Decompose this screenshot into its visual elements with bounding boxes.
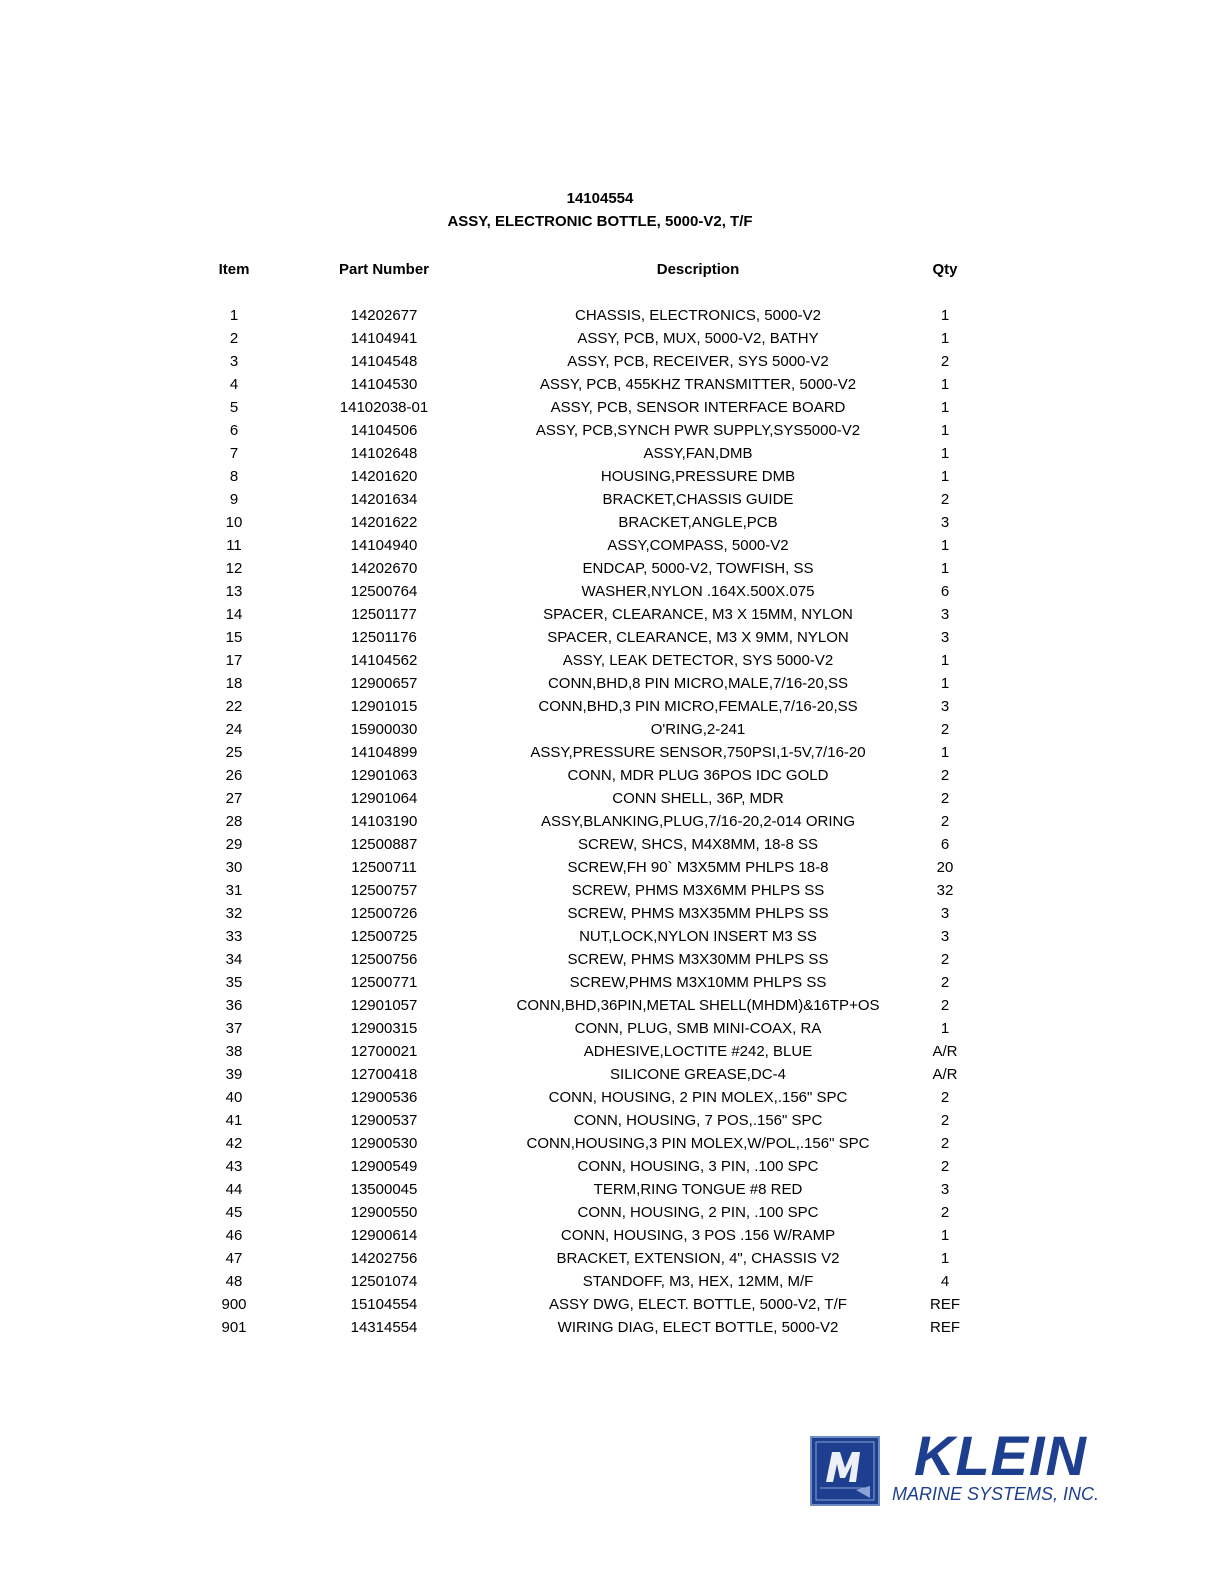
table-row <box>0 396 1224 419</box>
klein-logo <box>810 1424 1110 1508</box>
cell-qty: 1 <box>940 330 950 347</box>
table-row <box>0 465 1224 488</box>
cell-part-number: 12901015 <box>350 698 418 715</box>
cell-item: 25 <box>225 744 243 761</box>
cell-description: SCREW, SHCS, M4X8MM, 18-8 SS <box>577 836 819 853</box>
cell-item: 28 <box>225 813 243 830</box>
table-row <box>0 879 1224 902</box>
bill-of-materials-table <box>0 258 1224 1339</box>
table-row <box>0 810 1224 833</box>
table-row <box>0 350 1224 373</box>
cell-part-number: 14202677 <box>350 307 418 324</box>
cell-part-number: 14102648 <box>350 445 418 462</box>
cell-qty: 6 <box>940 583 950 600</box>
cell-part-number: 12500887 <box>350 836 418 853</box>
cell-description: ASSY DWG, ELECT. BOTTLE, 5000-V2, T/F <box>549 1296 847 1313</box>
cell-part-number: 12501176 <box>351 629 417 646</box>
cell-description: ADHESIVE,LOCTITE #242, BLUE <box>583 1043 813 1060</box>
table-row <box>0 672 1224 695</box>
table-row <box>0 1178 1224 1201</box>
table-row <box>0 1270 1224 1293</box>
cell-description: ASSY,FAN,DMB <box>643 445 753 462</box>
table-header-row <box>0 258 1224 281</box>
cell-item: 8 <box>229 468 239 485</box>
cell-part-number: 12900536 <box>350 1089 418 1106</box>
cell-description: CONN,HOUSING,3 PIN MOLEX,W/POL,.156" SPC <box>526 1135 870 1152</box>
cell-item: 6 <box>229 422 239 439</box>
table-row <box>0 695 1224 718</box>
table-row <box>0 626 1224 649</box>
table-row <box>0 373 1224 396</box>
cell-description: SILICONE GREASE,DC-4 <box>610 1066 786 1083</box>
table-row <box>0 948 1224 971</box>
cell-qty: 1 <box>940 537 950 554</box>
cell-part-number: 12500757 <box>350 882 418 899</box>
cell-item: 45 <box>225 1204 243 1221</box>
cell-qty: 2 <box>940 721 950 738</box>
cell-qty: 2 <box>940 353 950 370</box>
cell-qty: 3 <box>940 606 950 623</box>
table-row <box>0 1017 1224 1040</box>
table-row <box>0 718 1224 741</box>
cell-description: WASHER,NYLON .164X.500X.075 <box>581 583 815 600</box>
cell-item: 39 <box>225 1066 243 1083</box>
cell-description: BRACKET,ANGLE,PCB <box>618 514 778 531</box>
cell-part-number: 14104899 <box>350 744 418 761</box>
cell-qty: 6 <box>940 836 950 853</box>
table-row <box>0 764 1224 787</box>
cell-item: 33 <box>225 928 243 945</box>
table-row <box>0 787 1224 810</box>
cell-part-number: 14104941 <box>350 330 418 347</box>
cell-item: 35 <box>225 974 243 991</box>
cell-description: BRACKET, EXTENSION, 4", CHASSIS V2 <box>556 1250 840 1267</box>
cell-item: 901 <box>221 1319 247 1336</box>
cell-qty: 1 <box>940 422 950 439</box>
cell-part-number: 12500725 <box>350 928 418 945</box>
logo-name: KLEIN <box>914 1424 1087 1487</box>
table-row <box>0 741 1224 764</box>
cell-part-number: 12900550 <box>350 1204 418 1221</box>
cell-qty: 3 <box>940 1181 950 1198</box>
cell-qty: A/R <box>932 1043 958 1060</box>
document-part-number: 14104554 <box>566 190 634 207</box>
table-row <box>0 1293 1224 1316</box>
cell-qty: 4 <box>940 1273 950 1290</box>
cell-item: 3 <box>229 353 239 370</box>
cell-part-number: 14202670 <box>350 560 418 577</box>
cell-qty: 1 <box>940 399 950 416</box>
cell-description: ASSY, PCB, MUX, 5000-V2, BATHY <box>577 330 819 347</box>
table-row <box>0 1247 1224 1270</box>
cell-qty: 1 <box>940 1020 950 1037</box>
cell-part-number: 12700418 <box>350 1066 418 1083</box>
cell-description: STANDOFF, M3, HEX, 12MM, M/F <box>582 1273 814 1290</box>
cell-item: 18 <box>225 675 243 692</box>
cell-part-number: 12500711 <box>351 859 417 876</box>
cell-part-number: 14104940 <box>350 537 418 554</box>
table-row <box>0 1109 1224 1132</box>
cell-item: 5 <box>229 399 239 416</box>
cell-description: TERM,RING TONGUE #8 RED <box>593 1181 803 1198</box>
table-row <box>0 1201 1224 1224</box>
cell-part-number: 12501177 <box>351 606 417 623</box>
cell-part-number: 15104554 <box>350 1296 418 1313</box>
cell-description: CONN,BHD,8 PIN MICRO,MALE,7/16-20,SS <box>547 675 849 692</box>
cell-part-number: 12901057 <box>350 997 418 1014</box>
cell-part-number: 12700021 <box>350 1043 418 1060</box>
cell-item: 32 <box>225 905 243 922</box>
cell-item: 12 <box>225 560 243 577</box>
cell-description: SCREW,FH 90` M3X5MM PHLPS 18-8 <box>567 859 829 876</box>
cell-part-number: 12500771 <box>350 974 418 991</box>
cell-qty: 2 <box>940 951 950 968</box>
cell-part-number: 12501074 <box>350 1273 418 1290</box>
cell-description: ASSY, PCB, 455KHZ TRANSMITTER, 5000-V2 <box>539 376 857 393</box>
cell-description: SCREW, PHMS M3X30MM PHLPS SS <box>567 951 829 968</box>
cell-item: 1 <box>229 307 239 324</box>
cell-qty: A/R <box>932 1066 958 1083</box>
table-row <box>0 304 1224 327</box>
cell-item: 36 <box>225 997 243 1014</box>
cell-part-number: 12901064 <box>350 790 418 807</box>
cell-item: 43 <box>225 1158 243 1175</box>
cell-description: CONN, HOUSING, 2 PIN MOLEX,.156" SPC <box>548 1089 848 1106</box>
table-row <box>0 580 1224 603</box>
cell-item: 22 <box>225 698 243 715</box>
table-row <box>0 603 1224 626</box>
cell-description: NUT,LOCK,NYLON INSERT M3 SS <box>579 928 817 945</box>
cell-description: BRACKET,CHASSIS GUIDE <box>602 491 794 508</box>
cell-part-number: 14201622 <box>350 514 418 531</box>
cell-item: 47 <box>225 1250 243 1267</box>
cell-item: 24 <box>225 721 243 738</box>
cell-item: 9 <box>229 491 239 508</box>
cell-qty: 1 <box>940 445 950 462</box>
cell-description: SPACER, CLEARANCE, M3 X 9MM, NYLON <box>547 629 849 646</box>
cell-part-number: 12500764 <box>350 583 418 600</box>
cell-qty: REF <box>930 1319 960 1336</box>
cell-item: 14 <box>225 606 243 623</box>
cell-qty: 32 <box>936 882 954 899</box>
cell-part-number: 12900315 <box>350 1020 418 1037</box>
cell-part-number: 14104562 <box>350 652 418 669</box>
cell-item: 44 <box>225 1181 243 1198</box>
table-row <box>0 925 1224 948</box>
column-header-description: Description <box>656 261 740 278</box>
cell-part-number: 14314554 <box>350 1319 418 1336</box>
cell-qty: 1 <box>940 560 950 577</box>
column-header-part-number: Part Number <box>338 261 430 278</box>
cell-qty: 2 <box>940 1112 950 1129</box>
table-row <box>0 327 1224 350</box>
cell-description: WIRING DIAG, ELECT BOTTLE, 5000-V2 <box>557 1319 839 1336</box>
cell-item: 900 <box>221 1296 247 1313</box>
cell-item: 15 <box>225 629 243 646</box>
cell-qty: 1 <box>940 307 950 324</box>
cell-description: CHASSIS, ELECTRONICS, 5000-V2 <box>575 307 821 324</box>
cell-item: 48 <box>225 1273 243 1290</box>
cell-qty: 2 <box>940 1135 950 1152</box>
cell-part-number: 12900614 <box>350 1227 418 1244</box>
table-row <box>0 833 1224 856</box>
document-title: ASSY, ELECTRONIC BOTTLE, 5000-V2, T/F <box>447 213 753 230</box>
cell-description: ENDCAP, 5000-V2, TOWFISH, SS <box>582 560 814 577</box>
cell-item: 38 <box>225 1043 243 1060</box>
cell-item: 2 <box>229 330 239 347</box>
cell-qty: 1 <box>940 468 950 485</box>
table-row <box>0 994 1224 1017</box>
cell-description: ASSY,COMPASS, 5000-V2 <box>607 537 789 554</box>
cell-qty: 1 <box>940 1250 950 1267</box>
cell-part-number: 12900530 <box>350 1135 418 1152</box>
cell-description: CONN,BHD,3 PIN MICRO,FEMALE,7/16-20,SS <box>538 698 858 715</box>
table-row <box>0 1224 1224 1247</box>
cell-item: 29 <box>225 836 243 853</box>
cell-part-number: 12900657 <box>350 675 418 692</box>
cell-item: 37 <box>225 1020 243 1037</box>
table-row <box>0 534 1224 557</box>
cell-qty: 20 <box>936 859 954 876</box>
cell-qty: 2 <box>940 974 950 991</box>
cell-part-number: 15900030 <box>350 721 418 738</box>
cell-description: ASSY,PRESSURE SENSOR,750PSI,1-5V,7/16-20 <box>530 744 866 761</box>
cell-description: ASSY, PCB,SYNCH PWR SUPPLY,SYS5000-V2 <box>535 422 861 439</box>
cell-description: HOUSING,PRESSURE DMB <box>600 468 796 485</box>
cell-part-number: 14104530 <box>350 376 418 393</box>
cell-qty: 3 <box>940 698 950 715</box>
klein-emblem-icon <box>810 1436 880 1506</box>
table-row <box>0 442 1224 465</box>
cell-item: 10 <box>225 514 243 531</box>
cell-qty: 2 <box>940 790 950 807</box>
cell-part-number: 14102038-01 <box>339 399 429 416</box>
cell-item: 42 <box>225 1135 243 1152</box>
cell-qty: 2 <box>940 813 950 830</box>
table-row <box>0 1040 1224 1063</box>
cell-part-number: 12900549 <box>350 1158 418 1175</box>
cell-description: CONN, MDR PLUG 36POS IDC GOLD <box>567 767 829 784</box>
cell-qty: 1 <box>940 744 950 761</box>
table-row <box>0 1086 1224 1109</box>
cell-part-number: 14104506 <box>350 422 418 439</box>
cell-part-number: 12901063 <box>350 767 418 784</box>
table-row <box>0 1155 1224 1178</box>
cell-part-number: 12900537 <box>350 1112 418 1129</box>
table-row <box>0 488 1224 511</box>
cell-part-number: 12500756 <box>350 951 418 968</box>
cell-item: 4 <box>229 376 239 393</box>
column-header-item: Item <box>218 261 250 278</box>
cell-qty: 3 <box>940 514 950 531</box>
cell-qty: 3 <box>940 928 950 945</box>
cell-qty: 2 <box>940 767 950 784</box>
cell-qty: 2 <box>940 1158 950 1175</box>
cell-part-number: 14201634 <box>350 491 418 508</box>
cell-description: ASSY,BLANKING,PLUG,7/16-20,2-014 ORING <box>540 813 856 830</box>
table-row <box>0 419 1224 442</box>
cell-part-number: 14103190 <box>350 813 418 830</box>
table-row <box>0 1316 1224 1339</box>
cell-description: CONN, HOUSING, 2 PIN, .100 SPC <box>577 1204 819 1221</box>
cell-qty: 2 <box>940 1204 950 1221</box>
cell-description: SPACER, CLEARANCE, M3 X 15MM, NYLON <box>543 606 853 623</box>
cell-part-number: 14201620 <box>350 468 418 485</box>
column-header-qty: Qty <box>932 261 958 278</box>
cell-item: 11 <box>226 537 242 554</box>
cell-description: O'RING,2-241 <box>650 721 746 738</box>
cell-description: CONN, HOUSING, 7 POS,.156" SPC <box>573 1112 823 1129</box>
cell-item: 30 <box>225 859 243 876</box>
cell-qty: 2 <box>940 997 950 1014</box>
table-row <box>0 856 1224 879</box>
cell-description: CONN SHELL, 36P, MDR <box>612 790 784 807</box>
cell-item: 13 <box>225 583 243 600</box>
table-row <box>0 557 1224 580</box>
table-row <box>0 971 1224 994</box>
cell-item: 7 <box>229 445 239 462</box>
table-row <box>0 649 1224 672</box>
cell-item: 41 <box>225 1112 243 1129</box>
cell-description: CONN,BHD,36PIN,METAL SHELL(MHDM)&16TP+OS <box>516 997 880 1014</box>
table-row <box>0 511 1224 534</box>
cell-qty: 1 <box>940 675 950 692</box>
cell-part-number: 13500045 <box>350 1181 418 1198</box>
cell-part-number: 12500726 <box>350 905 418 922</box>
cell-description: SCREW, PHMS M3X35MM PHLPS SS <box>567 905 829 922</box>
cell-qty: REF <box>930 1296 960 1313</box>
cell-item: 31 <box>225 882 243 899</box>
cell-item: 34 <box>225 951 243 968</box>
logo-subtitle: MARINE SYSTEMS, INC. <box>892 1484 1100 1504</box>
cell-qty: 3 <box>940 629 950 646</box>
cell-description: CONN, HOUSING, 3 POS .156 W/RAMP <box>560 1227 836 1244</box>
cell-qty: 1 <box>940 376 950 393</box>
cell-description: CONN, HOUSING, 3 PIN, .100 SPC <box>577 1158 819 1175</box>
cell-description: SCREW, PHMS M3X6MM PHLPS SS <box>571 882 825 899</box>
table-row <box>0 1132 1224 1155</box>
cell-description: SCREW,PHMS M3X10MM PHLPS SS <box>569 974 827 991</box>
cell-item: 17 <box>225 652 243 669</box>
table-row <box>0 902 1224 925</box>
cell-description: ASSY, PCB, RECEIVER, SYS 5000-V2 <box>567 353 829 370</box>
cell-part-number: 14104548 <box>350 353 418 370</box>
cell-description: ASSY, PCB, SENSOR INTERFACE BOARD <box>550 399 846 416</box>
cell-item: 40 <box>225 1089 243 1106</box>
table-row <box>0 1063 1224 1086</box>
cell-item: 27 <box>225 790 243 807</box>
cell-qty: 3 <box>940 905 950 922</box>
cell-qty: 1 <box>940 652 950 669</box>
cell-qty: 2 <box>940 491 950 508</box>
cell-part-number: 14202756 <box>350 1250 418 1267</box>
cell-item: 46 <box>225 1227 243 1244</box>
table-body <box>0 304 1224 1339</box>
cell-description: ASSY, LEAK DETECTOR, SYS 5000-V2 <box>562 652 834 669</box>
cell-qty: 1 <box>940 1227 950 1244</box>
cell-item: 26 <box>225 767 243 784</box>
cell-description: CONN, PLUG, SMB MINI-COAX, RA <box>574 1020 822 1037</box>
cell-qty: 2 <box>940 1089 950 1106</box>
